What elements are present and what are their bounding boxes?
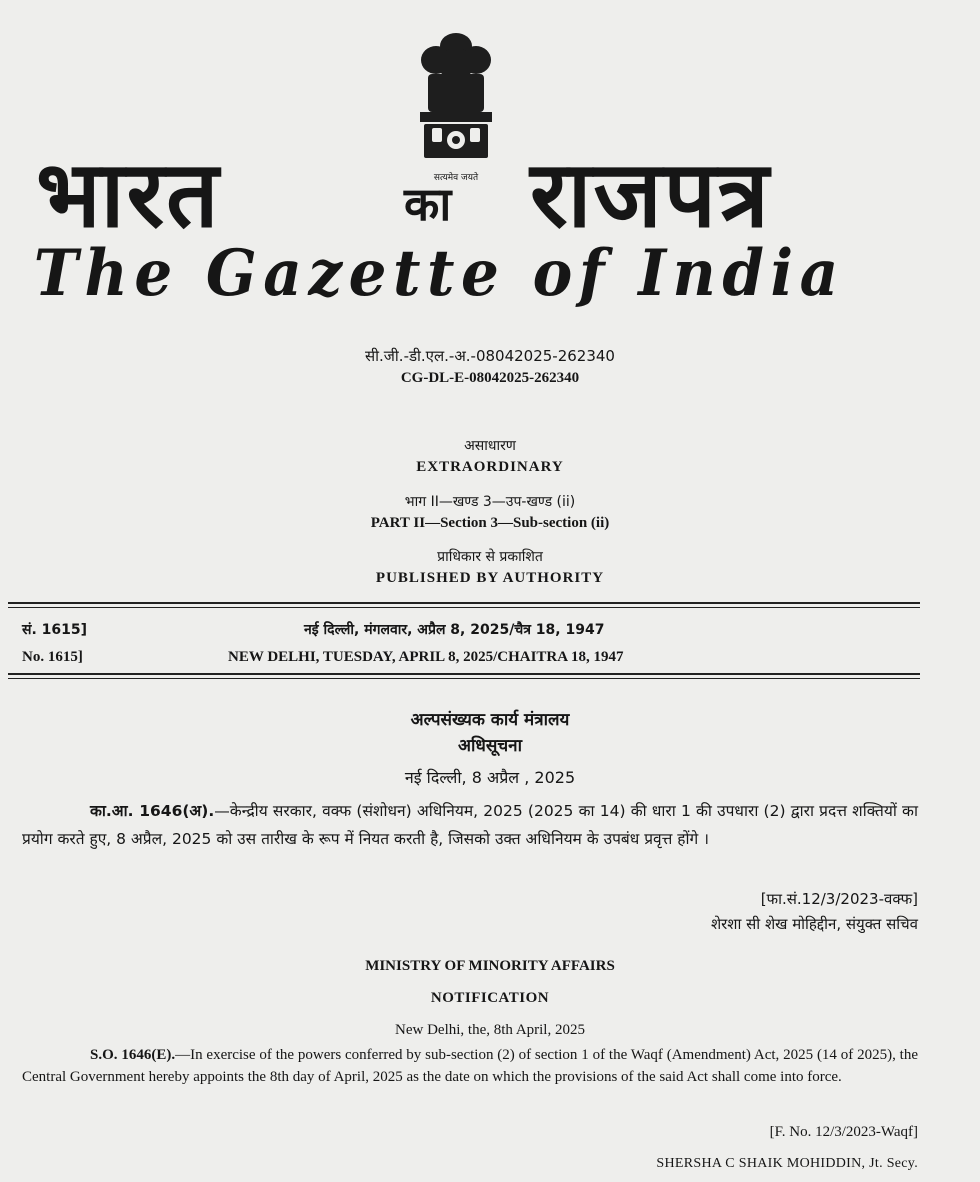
notification-title-hindi: अधिसूचना	[458, 736, 522, 756]
body-text-english: —In exercise of the powers conferred by sub-section (2) of section 1 of the Waqf (Amendment) Act, 2025 (14 of 2025), the Central Government hereby appoints the 8th day of April, 2025 as the date on which the provisions of the said Act shall come into force.	[22, 1047, 918, 1085]
divider-rule	[8, 602, 920, 604]
signatory-english: SHERSHA C SHAIK MOHIDDIN, Jt. Secy.	[656, 1156, 918, 1171]
authority-hindi: प्राधिकार से प्रकाशित	[437, 549, 543, 565]
national-emblem-icon	[406, 28, 506, 178]
ministry-english: MINISTRY OF MINORITY AFFAIRS	[365, 958, 615, 974]
part-section-hindi: भाग II—खण्ड 3—उप-खण्ड (ii)	[404, 494, 576, 510]
authority-english: PUBLISHED BY AUTHORITY	[375, 570, 605, 586]
hindi-title-ka: का	[404, 177, 452, 231]
english-masthead: The Gazette of India	[33, 236, 845, 311]
divider-rule	[8, 678, 920, 679]
notification-title-english: NOTIFICATION	[430, 990, 550, 1006]
body-text-hindi: —केन्द्रीय सरकार, वक्फ (संशोधन) अधिनियम, 2025 (2025 का 14) की धारा 1 की उपधारा (2) द्वारा प्रदत्त शक्तियों का प्रयोग करते हुए, 8 अप्रैल, 2025 को उस तारीख के रूप में नियत करती है, जिसको उक्त अधिनियम के उपबंध प्रवृत्त होंगे ।	[22, 802, 918, 848]
gazette-code-hindi: सी.जी.-डी.एल.-अ.-08042025-262340	[365, 347, 615, 365]
ministry-hindi: अल्पसंख्यक कार्य मंत्रालय	[410, 710, 570, 730]
edition-type-hindi: असाधारण	[464, 438, 516, 454]
hindi-title-bharat: भारत	[36, 141, 221, 248]
emblem-motto: सत्यमेव जयते	[433, 173, 479, 183]
issue-date-hindi: नई दिल्ली, मंगलवार, अप्रैल 8, 2025/चैत्र 18, 1947	[304, 622, 605, 638]
signatory-hindi: शेरशा सी शेख मोहिद्दीन, संयुक्त सचिव	[710, 915, 918, 933]
part-section-english: PART II—Section 3—Sub-section (ii)	[370, 515, 610, 531]
place-date-hindi: नई दिल्ली, 8 अप्रैल , 2025	[404, 768, 576, 787]
notification-body-hindi	[22, 797, 918, 853]
divider-rule	[8, 673, 920, 675]
file-reference-english: [F. No. 12/3/2023-Waqf]	[769, 1124, 918, 1140]
edition-type-english: EXTRAORDINARY	[416, 459, 564, 475]
issue-number-hindi: सं. 1615]	[22, 622, 88, 638]
place-date-english: New Delhi, the, 8th April, 2025	[395, 1022, 585, 1038]
gazette-code-english: CG-DL-E-08042025-262340	[400, 370, 580, 386]
divider-rule	[8, 607, 920, 608]
hindi-title-rajpatra: राजपत्र	[530, 141, 771, 248]
file-reference-hindi: [फा.सं.12/3/2023-वक्फ]	[760, 890, 918, 908]
notification-body-english	[22, 1044, 918, 1088]
issue-date-english: NEW DELHI, TUESDAY, APRIL 8, 2025/CHAITRA 18, 1947	[228, 649, 624, 665]
issue-number-english: No. 1615]	[22, 649, 83, 665]
so-number-english: S.O. 1646(E).	[90, 1047, 176, 1063]
so-number-hindi: का.आ. 1646(अ).	[90, 802, 215, 820]
